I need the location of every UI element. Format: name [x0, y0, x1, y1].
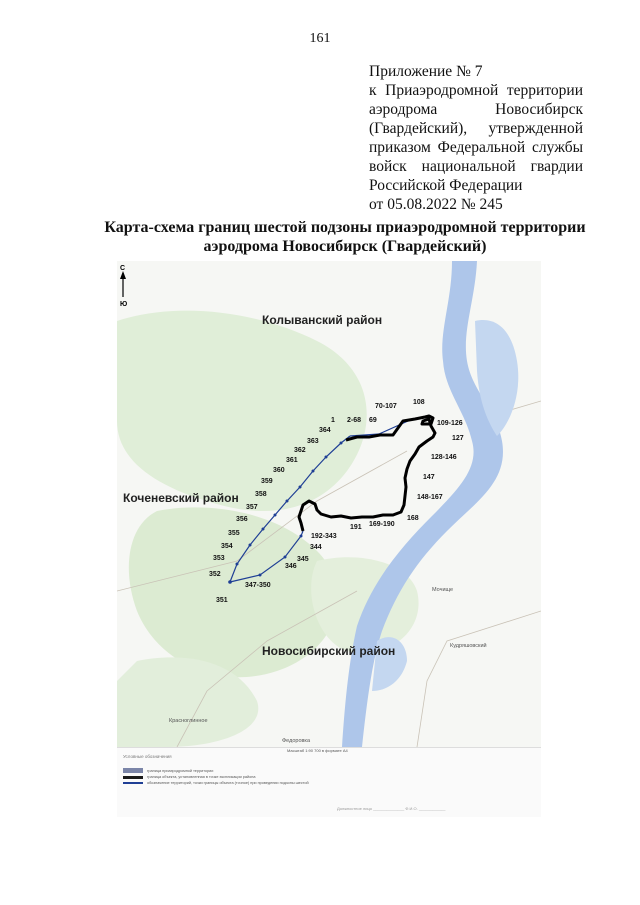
boundary-point [274, 514, 277, 517]
district-label-kochenev: Коченевский район [123, 491, 239, 505]
district-label-novosibirsk: Новосибирский район [262, 644, 396, 658]
boundary-point [340, 442, 343, 445]
settlement-krasnoglinnoe: Красноглинное [169, 718, 208, 724]
settlement-fedorovka: Федоровка [282, 738, 311, 744]
legend-row [123, 775, 255, 779]
map-scale: Масштаб 1:90 700 в формате А4 [287, 748, 348, 753]
page-number: 161 [309, 31, 331, 46]
compass-south-label: Ю [120, 301, 128, 308]
boundary-point [300, 535, 303, 538]
point-label: 362 [294, 447, 306, 454]
boundary-point [249, 544, 252, 547]
appendix-line: войск национальной гвардии [369, 158, 583, 175]
point-label: 359 [261, 478, 273, 485]
point-label: 148-167 [417, 494, 443, 501]
point-label: 364 [319, 427, 331, 434]
boundary-point [284, 556, 287, 559]
point-label: 354 [221, 543, 233, 550]
legend-title: Условные обозначения [123, 754, 172, 759]
point-label: 109-126 [437, 420, 463, 427]
point-label: 356 [236, 516, 248, 523]
map-title-line-1: Карта-схема границ шестой подзоны приаэродромной территории [104, 219, 586, 236]
compass-north-label: С [120, 265, 126, 272]
boundary-point [259, 574, 262, 577]
legend-swatch [123, 782, 143, 784]
map-title-line-2: аэродрома Новосибирск (Гвардейский) [203, 238, 487, 255]
map-frame [117, 261, 541, 817]
point-label: 2-68 [347, 417, 362, 424]
point-label: 128-146 [431, 454, 457, 461]
point-label: 108 [413, 399, 425, 406]
point-label: 353 [213, 555, 225, 562]
appendix-header [369, 62, 583, 214]
point-label: 1 [331, 417, 335, 424]
forest-area [117, 311, 367, 511]
map-legend [117, 747, 541, 817]
point-label: 346 [285, 563, 297, 570]
legend-swatch [123, 768, 143, 773]
point-label: 351 [216, 597, 228, 604]
legend-row-label: обозначение территорий, точки границы объекта (точное) при проведении подзоны шестой [147, 781, 309, 785]
compass-arrow-head [120, 271, 126, 279]
boundary-point [312, 470, 315, 473]
appendix-line: аэродрома Новосибирск [369, 101, 583, 118]
point-label: 361 [286, 457, 298, 464]
settlement-mochishche: Мочище [432, 587, 454, 593]
point-label: 344 [310, 544, 322, 551]
point-label: 352 [209, 571, 221, 578]
point-label: 358 [255, 491, 267, 498]
point-label: 191 [350, 524, 362, 531]
appendix-line: Приложение № 7 [369, 63, 483, 80]
settlement-kudryashovsky: Кудряшовский [450, 643, 487, 649]
boundary-point [228, 580, 232, 584]
boundary-point [286, 500, 289, 503]
boundary-point [325, 456, 328, 459]
point-label: 360 [273, 467, 285, 474]
point-label: 169-190 [369, 521, 395, 528]
point-label: 357 [246, 504, 258, 511]
district-label-kolyvan: Колыванский район [262, 313, 383, 327]
point-label: 127 [452, 435, 464, 442]
boundary-point [262, 528, 265, 531]
point-label: 347-350 [245, 582, 271, 589]
road [417, 611, 541, 747]
point-label: 192-343 [311, 533, 337, 540]
point-label: 70-107 [375, 403, 397, 410]
compass-rose [120, 265, 127, 308]
appendix-line: приказом Федеральной службы [369, 139, 583, 156]
point-label: 345 [297, 556, 309, 563]
legend-row-label: граница объекта, установленная в точке экспликации района [147, 775, 256, 779]
point-label: 363 [307, 438, 319, 445]
appendix-line: к Приаэродромной территории [369, 82, 583, 99]
boundary-point [236, 563, 239, 566]
appendix-line: Российской Федерации [369, 177, 523, 194]
map-title [100, 218, 590, 256]
legend-signature: Должностное лицо ______________ Ф.И.О. ____________ [337, 806, 446, 811]
boundary-point [299, 486, 302, 489]
legend-row [123, 781, 309, 785]
point-label: 147 [423, 474, 435, 481]
point-label: 69 [369, 417, 377, 424]
map-canvas [117, 261, 541, 747]
legend-row-label: граница приаэродромной территории [147, 768, 214, 773]
point-label: 168 [407, 515, 419, 522]
appendix-line: (Гвардейский), утвержденной [369, 120, 583, 137]
legend-swatch [123, 776, 143, 779]
point-label: 355 [228, 530, 240, 537]
appendix-line: от 05.08.2022 № 245 [369, 196, 503, 213]
legend-row [123, 768, 213, 773]
